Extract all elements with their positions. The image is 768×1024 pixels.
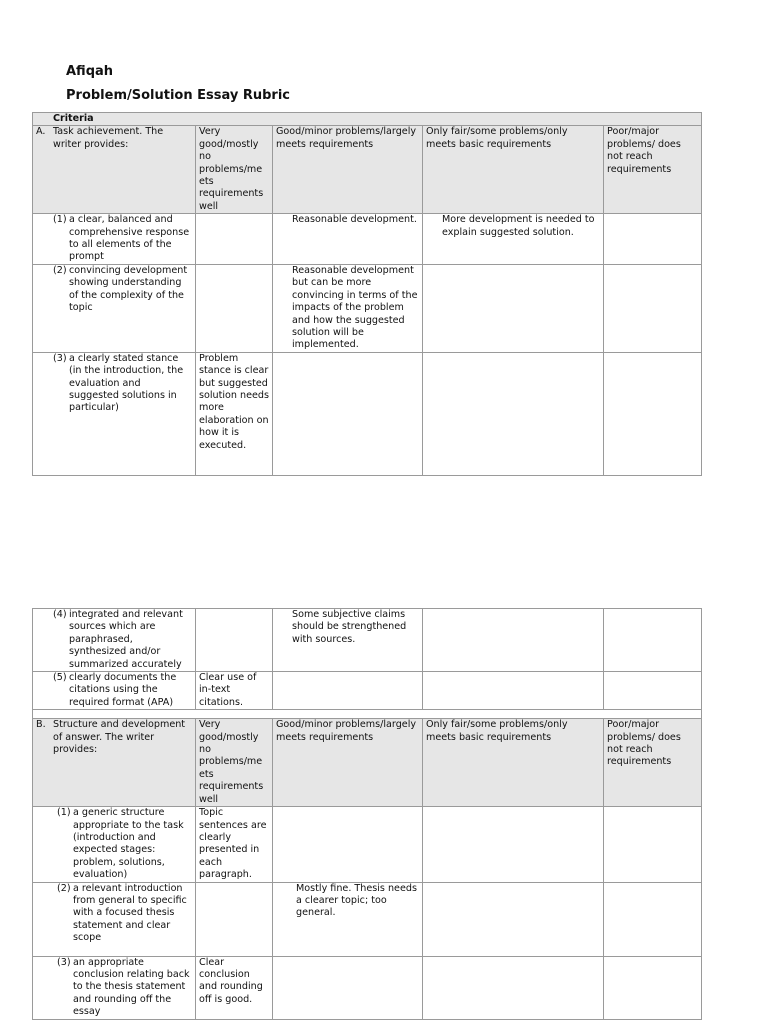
criterion-text: clearly documents the citations using the required format (APA)	[69, 672, 177, 708]
comment-very-good: Topic sentences are clearly presented in each paragraph.	[196, 807, 273, 882]
section-b-letter: B.	[36, 719, 46, 731]
spacer-cell	[33, 710, 702, 719]
level-header-fair: Only fair/some problems/only meets basic requirements	[423, 719, 604, 807]
table-row	[33, 807, 702, 882]
comment-very-good: Problem stance is clear but suggested solution needs more elaboration on how it is executed.	[196, 352, 273, 475]
comment-good	[273, 352, 423, 475]
comment-fair: More development is needed to explain suggested solution.	[423, 214, 604, 265]
criterion-cell	[33, 609, 196, 672]
comment-good	[273, 807, 423, 882]
comment-good	[273, 672, 423, 710]
comment-very-good	[196, 882, 273, 956]
level-header-very-good: Very good/mostly no problems/me ets requirements well	[196, 719, 273, 807]
comment-fair	[423, 264, 604, 352]
table-row	[33, 352, 702, 475]
criterion-number: (1)	[57, 807, 71, 819]
criterion-cell	[33, 214, 196, 265]
criterion-number: (2)	[53, 264, 67, 276]
criteria-label: Criteria	[33, 113, 702, 126]
comment-very-good	[196, 264, 273, 352]
comment-very-good	[196, 214, 273, 265]
criterion-cell	[33, 672, 196, 710]
comment-fair	[423, 352, 604, 475]
criterion-text: convincing development showing understanding of the complexity of the topic	[69, 264, 188, 314]
rubric-table-page-2	[32, 608, 702, 1020]
comment-fair	[423, 672, 604, 710]
criterion-text: a clear, balanced and comprehensive response to all elements of the prompt	[69, 214, 190, 263]
criterion-number: (2)	[57, 882, 71, 894]
section-b-heading: Structure and development of answer. The writer provides:	[53, 719, 186, 756]
level-header-good: Good/minor problems/largely meets requirements	[273, 126, 423, 214]
level-header-poor: Poor/major problems/ does not reach requirements	[604, 719, 702, 807]
comment-fair	[423, 956, 604, 1019]
table-row	[33, 264, 702, 352]
criterion-cell	[33, 264, 196, 352]
spacer-row	[33, 710, 702, 719]
criterion-cell	[33, 882, 196, 956]
table-row	[33, 609, 702, 672]
comment-very-good: Clear conclusion and rounding off is good.	[196, 956, 273, 1019]
criterion-text: an appropriate conclusion relating back to the thesis statement and rounding off the essay	[73, 956, 190, 1018]
criterion-cell	[33, 807, 196, 882]
section-a-letter: A.	[36, 126, 46, 138]
comment-good: Reasonable development but can be more convincing in terms of the impacts of the problem and how the suggested solution will be implemented.	[273, 264, 423, 352]
level-header-very-good: Very good/mostly no problems/me ets requirements well	[196, 126, 273, 214]
level-header-good: Good/minor problems/largely meets requirements	[273, 719, 423, 807]
comment-good: Some subjective claims should be strengthened with sources.	[273, 609, 423, 672]
criterion-text: a generic structure appropriate to the task (introduction and expected stages: problem, solutions, evaluation)	[73, 807, 184, 881]
comment-poor	[604, 264, 702, 352]
comment-good: Reasonable development.	[273, 214, 423, 265]
criterion-number: (3)	[57, 956, 71, 968]
table-row	[33, 672, 702, 710]
comment-fair	[423, 609, 604, 672]
comment-fair	[423, 882, 604, 956]
student-name: Afiqah	[66, 64, 114, 79]
comment-very-good: Clear use of in-text citations.	[196, 672, 273, 710]
section-a-heading-cell	[33, 126, 196, 214]
comment-fair	[423, 807, 604, 882]
criterion-text: integrated and relevant sources which are paraphrased, synthesized and/or summarized accurately	[69, 609, 183, 670]
criterion-text: a relevant introduction from general to specific with a focused thesis statement and clear scope	[73, 882, 187, 944]
section-a-header-row	[33, 126, 702, 214]
comment-poor	[604, 807, 702, 882]
criterion-number: (3)	[53, 352, 67, 364]
comment-poor	[604, 214, 702, 265]
criterion-cell	[33, 956, 196, 1019]
rubric-table-page-1	[32, 112, 702, 476]
table-row	[33, 214, 702, 265]
comment-poor	[604, 352, 702, 475]
criterion-cell	[33, 352, 196, 475]
comment-poor	[604, 882, 702, 956]
criterion-number: (1)	[53, 214, 67, 226]
comment-poor	[604, 609, 702, 672]
comment-good	[273, 956, 423, 1019]
comment-very-good	[196, 609, 273, 672]
table-row	[33, 956, 702, 1019]
criterion-text: a clearly stated stance (in the introduction, the evaluation and suggested solutions in particular)	[69, 352, 184, 414]
criterion-number: (4)	[53, 609, 67, 620]
criterion-number: (5)	[53, 672, 67, 684]
level-header-fair: Only fair/some problems/only meets basic requirements	[423, 126, 604, 214]
comment-good: Mostly fine. Thesis needs a clearer topic; too general.	[273, 882, 423, 956]
document-title: Problem/Solution Essay Rubric	[66, 88, 291, 103]
section-b-header-row	[33, 719, 702, 807]
section-b-heading-cell	[33, 719, 196, 807]
criteria-header-row	[33, 113, 702, 126]
table-row	[33, 882, 702, 956]
comment-poor	[604, 956, 702, 1019]
section-a-heading: Task achievement. The writer provides:	[53, 126, 164, 150]
comment-poor	[604, 672, 702, 710]
level-header-poor: Poor/major problems/ does not reach requirements	[604, 126, 702, 214]
